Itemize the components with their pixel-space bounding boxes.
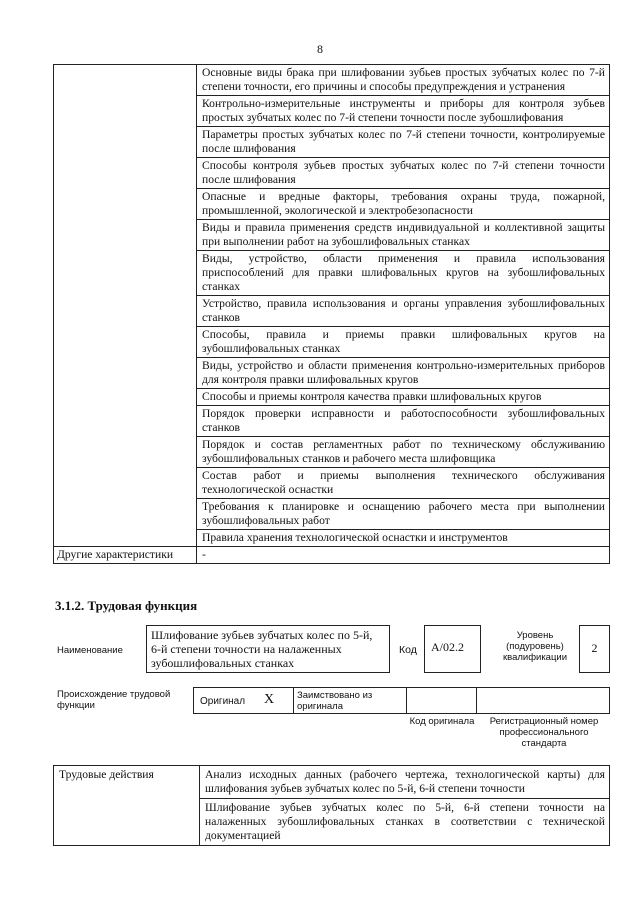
origin-grid xyxy=(193,687,610,714)
labor-action-item: Шлифование зубьев зубчатых колес по 5-й, 6-й степени точности на налаженных зубошлифовальных станках в соответствии с технической документацией xyxy=(200,799,610,846)
knowledge-item: Виды, устройство и области применения контрольно-измерительных приборов для контроля правки шлифовальных кругов xyxy=(197,358,610,389)
origin-reg-caption: Регистрационный номер профессионального стандарта xyxy=(489,716,599,749)
name-label: Наименование xyxy=(57,645,123,656)
knowledge-item: Основные виды брака при шлифовании зубьев простых зубчатых колес по 7-й степени точности, его причины и способы предупреждения и устранения xyxy=(197,65,610,96)
knowledge-item: Виды, устройство, области применения и правила использования приспособлений для правки шлифовальных кругов на зубошлифовальных станках xyxy=(197,251,610,296)
knowledge-item: Состав работ и приемы выполнения технического обслуживания технологической оснастки xyxy=(197,468,610,499)
knowledge-item: Требования к планировке и оснащению рабочего места при выполнении зубошлифовальных работ xyxy=(197,499,610,530)
labor-actions-label: Трудовые действия xyxy=(54,766,200,846)
page-number: 8 xyxy=(317,42,323,56)
origin-original-cell xyxy=(194,688,294,713)
knowledge-item: Способы, правила и приемы правки шлифовальных кругов на зубошлифовальных станках xyxy=(197,327,610,358)
origin-code-cell xyxy=(407,688,477,713)
table-row xyxy=(54,547,610,564)
code-label: Код xyxy=(399,644,417,656)
origin-original-label: Оригинал xyxy=(200,696,246,707)
knowledge-table xyxy=(53,64,610,564)
origin-reg-cell xyxy=(477,688,609,713)
origin-code-caption: Код оригинала xyxy=(409,716,475,727)
knowledge-item: Опасные и вредные факторы, требования охраны труда, пожарной, промышленной, экологической и электробезопасности xyxy=(197,189,610,220)
knowledge-item: Способы и приемы контроля качества правки шлифовальных кругов xyxy=(197,389,610,406)
knowledge-item: Параметры простых зубчатых колес по 7-й степени точности, контролируемые после шлифования xyxy=(197,127,610,158)
section-title: 3.1.2. Трудовая функция xyxy=(55,598,198,613)
labor-actions-table xyxy=(53,765,610,846)
knowledge-item: Способы контроля зубьев простых зубчатых колес по 7-й степени точности после шлифования xyxy=(197,158,610,189)
table-row xyxy=(54,766,610,799)
knowledge-item: Устройство, правила использования и органы управления зубошлифовальных станков xyxy=(197,296,610,327)
level-label: Уровень (подуровень) квалификации xyxy=(502,630,568,663)
origin-label: Происхождение трудовой функции xyxy=(57,689,171,711)
function-name-value: Шлифование зубьев зубчатых колес по 5-й, 6-й степени точности на налаженных зубошлифовальных станках xyxy=(146,625,390,673)
knowledge-item: Контрольно-измерительные инструменты и приборы для контроля зубьев простых зубчатых колес по 7-й степени точности после зубошлифования xyxy=(197,96,610,127)
knowledge-item: Порядок проверки исправности и работоспособности зубошлифовальных станков xyxy=(197,406,610,437)
knowledge-item: Порядок и состав регламентных работ по техническому обслуживанию зубошлифовальных станков и рабочего места шлифовщика xyxy=(197,437,610,468)
knowledge-left-cell xyxy=(54,65,197,547)
other-characteristics-label: Другие характеристики xyxy=(54,547,197,564)
labor-action-item: Анализ исходных данных (рабочего чертежа, технологической карты) для шлифования зубьев зубчатых колес по 5-й, 6-й степени точности xyxy=(200,766,610,799)
other-characteristics-value: - xyxy=(197,547,610,564)
knowledge-item: Виды и правила применения средств индивидуальной и коллективной защиты при выполнении работ на зубошлифовальных станках xyxy=(197,220,610,251)
origin-original-mark: X xyxy=(264,692,275,707)
qualification-level-value: 2 xyxy=(579,625,610,673)
table-row xyxy=(54,65,610,96)
knowledge-item: Правила хранения технологической оснастки и инструментов xyxy=(197,530,610,547)
function-code-value: А/02.2 xyxy=(424,625,481,673)
origin-borrowed-label: Заимствовано из оригинала xyxy=(294,688,407,713)
